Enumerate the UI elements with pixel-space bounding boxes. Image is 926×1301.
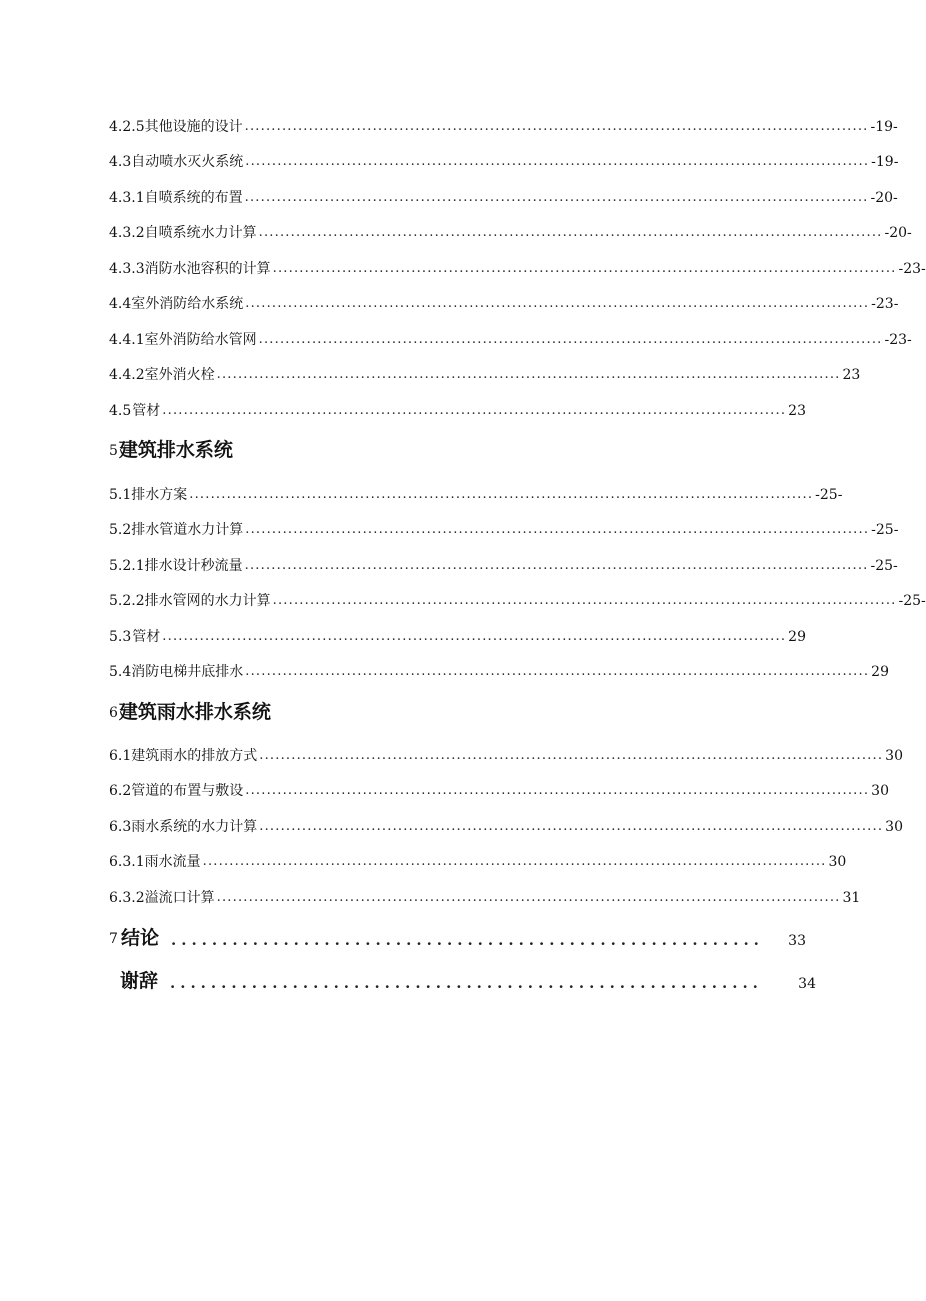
- toc-leader: .....................................................................................................................: [245, 296, 870, 311]
- toc-entry[interactable]: [109, 218, 912, 242]
- toc-entry[interactable]: [109, 112, 898, 136]
- toc-title: 雨水流量: [144, 854, 201, 870]
- toc-number: 6.1: [109, 748, 132, 764]
- toc-leader: .....................................................................................................................: [258, 332, 883, 347]
- toc-leader: .....................................................................................................................: [162, 629, 787, 644]
- toc-number: 6.3: [109, 819, 132, 835]
- toc-number: 4.3.3: [109, 261, 145, 277]
- toc-entry-chapter-7[interactable]: [109, 920, 806, 950]
- chapter-heading[interactable]: [109, 694, 271, 724]
- acknowledgement-title: 谢辞: [120, 970, 159, 992]
- toc-page: -19-: [870, 119, 898, 135]
- toc-entry[interactable]: [109, 776, 889, 800]
- toc-title: 管道的布置与敷设: [131, 783, 244, 799]
- toc-number: 6.3.2: [109, 890, 145, 906]
- toc-page: -23-: [884, 332, 912, 348]
- toc-number: 4.5: [109, 403, 132, 419]
- chapter-title: 结论: [121, 927, 160, 949]
- toc-entry[interactable]: [109, 551, 898, 575]
- toc-leader: .....................................................................................................................: [216, 367, 841, 382]
- toc-number: 4.4: [109, 296, 132, 312]
- toc-page: 23: [842, 367, 861, 383]
- toc-entry-acknowledgement[interactable]: [120, 963, 816, 993]
- toc-entry[interactable]: [109, 360, 861, 384]
- toc-leader: .....................................................................................................................: [245, 154, 870, 169]
- toc-leader: .....................................................................................................................: [244, 119, 869, 134]
- toc-leader: .....................................................................................................................: [245, 522, 870, 537]
- toc-title: 消防水池容积的计算: [144, 261, 271, 277]
- toc-title: 其他设施的设计: [144, 119, 243, 135]
- toc-entry[interactable]: [109, 396, 806, 420]
- toc-page: 29: [871, 664, 889, 680]
- toc-page: -25-: [815, 487, 843, 503]
- toc-number: 5.1: [109, 487, 132, 503]
- chapter-number: 7: [109, 931, 118, 947]
- toc-leader: .....................................................................................................................: [162, 403, 787, 418]
- toc-number: 4.3: [109, 154, 132, 170]
- toc-leader: .....................................................................................................................: [259, 748, 884, 763]
- chapter-title: 建筑排水系统: [118, 439, 233, 461]
- toc-leader: .....................................................................................................................: [244, 558, 869, 573]
- toc-title: 自动喷水灭火系统: [131, 154, 244, 170]
- toc-title: 自喷系统的布置: [144, 190, 243, 206]
- toc-number: 5.3: [109, 629, 132, 645]
- toc-title: 排水管网的水力计算: [144, 593, 271, 609]
- toc-number: 5.4: [109, 664, 132, 680]
- toc-entry[interactable]: [109, 847, 847, 871]
- toc-entry[interactable]: [109, 183, 898, 207]
- chapter-number: 6: [109, 705, 118, 721]
- toc-page: -23-: [871, 296, 899, 312]
- chapter-number: 5: [109, 443, 118, 459]
- toc-page: -25-: [871, 522, 899, 538]
- toc-page: -20-: [870, 190, 898, 206]
- toc-page: -19-: [871, 154, 899, 170]
- toc-number: 4.3.2: [109, 225, 145, 241]
- toc-entry[interactable]: [109, 147, 899, 171]
- toc-number: 4.2.5: [109, 119, 145, 135]
- toc-entry[interactable]: [109, 741, 903, 765]
- toc-title: 自喷系统水力计算: [144, 225, 257, 241]
- toc-title: 排水管道水力计算: [131, 522, 244, 538]
- toc-page: 30: [871, 783, 889, 799]
- toc-leader: .....................................................................................................................: [202, 854, 827, 869]
- toc-title: 建筑雨水的排放方式: [131, 748, 258, 764]
- chapter-title: 建筑雨水排水系统: [118, 701, 271, 723]
- toc-leader: .....................................................................................................................: [258, 225, 883, 240]
- toc-title: 室外消防给水管网: [144, 332, 257, 348]
- toc-leader: .....................................................................................................................: [245, 664, 870, 679]
- toc-page: 23: [788, 403, 806, 419]
- toc-leader: .....................................................................................................................: [272, 593, 897, 608]
- toc-entry[interactable]: [109, 657, 889, 681]
- toc-page: -25-: [898, 593, 926, 609]
- toc-title: 消防电梯井底排水: [131, 664, 244, 680]
- toc-title: 管材: [132, 403, 161, 419]
- toc-leader: .....................................................................................................................: [189, 487, 814, 502]
- toc-page: -20-: [884, 225, 912, 241]
- toc-title: 室外消防给水系统: [131, 296, 244, 312]
- toc-page: 30: [885, 819, 903, 835]
- toc-title: 排水方案: [131, 487, 188, 503]
- toc-entry[interactable]: [109, 812, 903, 836]
- toc-entry[interactable]: [109, 325, 912, 349]
- toc-leader: .....................................................................................................................: [244, 190, 869, 205]
- toc-entry[interactable]: [109, 622, 806, 646]
- toc-leader: .....................................................................................................................: [216, 890, 841, 905]
- toc-entry[interactable]: [109, 586, 926, 610]
- toc-page: 34: [798, 976, 816, 992]
- toc-number: 5.2.1: [109, 558, 145, 574]
- toc-entry[interactable]: [109, 883, 861, 907]
- toc-title: 室外消火栓: [144, 367, 215, 383]
- toc-number: 4.4.2: [109, 367, 145, 383]
- toc-title: 溢流口计算: [144, 890, 215, 906]
- toc-number: 4.4.1: [109, 332, 145, 348]
- chapter-heading[interactable]: [109, 432, 233, 462]
- toc-page: 31: [842, 890, 861, 906]
- toc-title: 管材: [132, 629, 161, 645]
- toc-page: 30: [828, 854, 847, 870]
- toc-leader: .....................................................................................................................: [272, 261, 897, 276]
- toc-page: -23-: [898, 261, 926, 277]
- toc-title: 排水设计秒流量: [144, 558, 243, 574]
- toc-page: 30: [885, 748, 903, 764]
- toc-page: 29: [788, 629, 806, 645]
- toc-page: -25-: [870, 558, 898, 574]
- toc-leader: ..........................................................: [170, 974, 763, 992]
- toc-leader: .....................................................................................................................: [245, 783, 870, 798]
- toc-number: 4.3.1: [109, 190, 145, 206]
- toc-number: 6.3.1: [109, 854, 145, 870]
- toc-leader: .....................................................................................................................: [259, 819, 884, 834]
- toc-entry[interactable]: [109, 254, 926, 278]
- toc-number: 5.2: [109, 522, 132, 538]
- toc-entry[interactable]: [109, 515, 899, 539]
- toc-number: 6.2: [109, 783, 132, 799]
- toc-number: 5.2.2: [109, 593, 145, 609]
- toc-entry[interactable]: [109, 289, 899, 313]
- toc-leader: ..........................................................: [171, 931, 764, 949]
- toc-page: 33: [788, 933, 806, 949]
- toc-entry[interactable]: [109, 480, 843, 504]
- toc-title: 雨水系统的水力计算: [131, 819, 258, 835]
